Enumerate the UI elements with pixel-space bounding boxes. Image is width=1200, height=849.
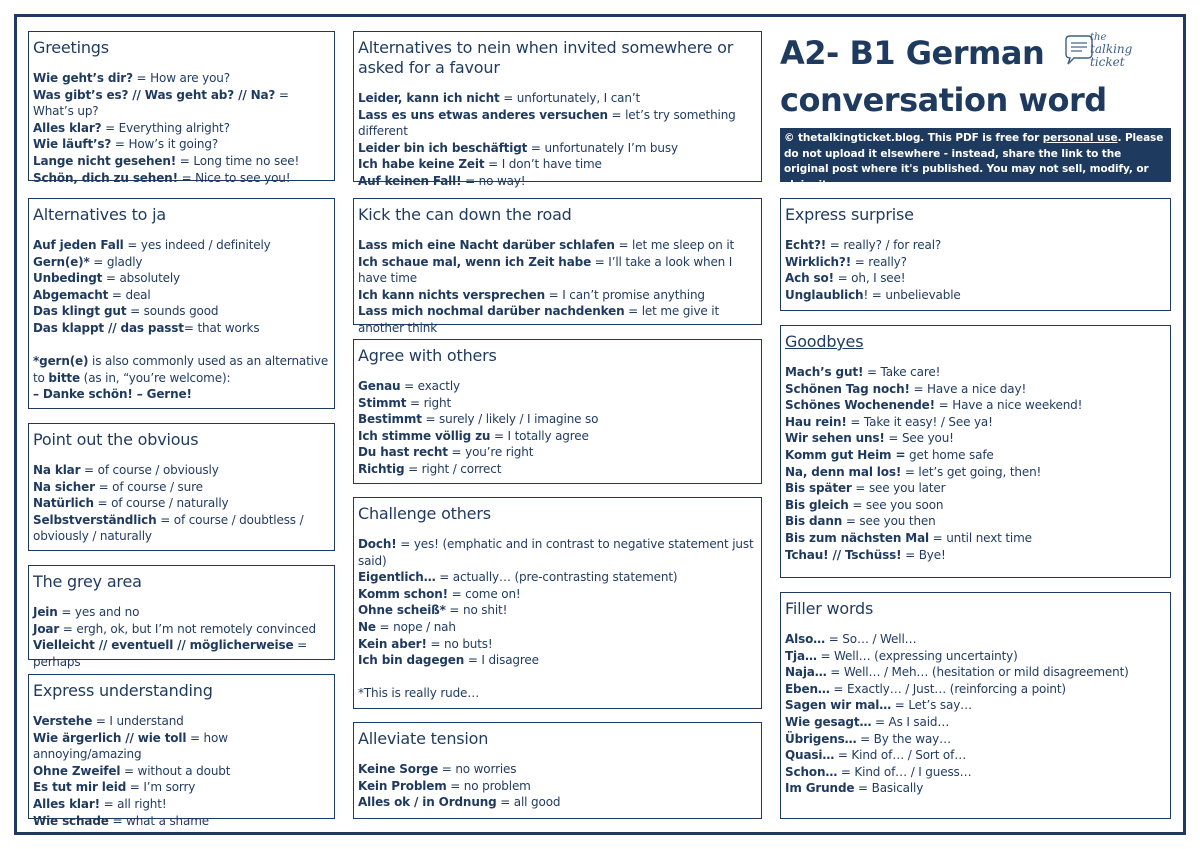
phrase-line (785, 497, 1166, 514)
phrase-line (33, 287, 330, 304)
english-translation: = I’ll take a look when I have time (358, 254, 733, 286)
german-phrase: Lass es uns etwas anderes versuchen (358, 107, 608, 122)
english-translation: = By the way… (856, 731, 951, 746)
german-phrase: Tja… (785, 648, 817, 663)
english-translation: = Let’s say… (891, 698, 972, 713)
phrase-line (785, 414, 1166, 431)
section-heading: Express understanding (33, 681, 213, 700)
english-translation: = unfortunately I’m busy (527, 140, 678, 155)
english-translation: = I’m sorry (126, 780, 196, 795)
english-translation: = Have a nice day! (909, 381, 1027, 396)
section-alternatives-to-nein (353, 31, 762, 188)
english-translation: = I understand (92, 714, 184, 728)
english-translation: = ergh, ok, but I’m not remotely convinced (59, 621, 316, 636)
german-phrase: Ich schaue mal, wenn ich Zeit habe (358, 254, 592, 269)
phrase-line (785, 447, 1166, 464)
notice-text: . Please do not upload it elsewhere - instead, share the link to the original post where it's published. You may not sell, modify, or claim it as your own. (784, 132, 1164, 191)
phrase-list (358, 378, 757, 478)
english-translation: ! = unbelievable (863, 287, 961, 302)
ja-note-example (33, 386, 330, 403)
phrase-line (358, 287, 757, 304)
phrase-line (358, 652, 757, 669)
phrase-line (785, 681, 1166, 698)
phrase-list (358, 237, 757, 337)
phrase-line (33, 170, 330, 187)
english-translation: = until next time (928, 530, 1032, 545)
english-translation: = right (406, 395, 452, 410)
english-translation: = perhaps (33, 638, 308, 669)
german-phrase: Abgemacht (33, 287, 109, 302)
english-translation: = let’s get going, then! (901, 464, 1042, 479)
english-translation: = I totally agree (490, 428, 589, 443)
logo-word: the (1090, 32, 1107, 43)
german-phrase: Na, denn mal los! (785, 464, 902, 479)
german-phrase: Na klar (33, 463, 81, 477)
english-translation: = Everything alright? (101, 120, 230, 135)
english-translation: = no way! (461, 173, 526, 188)
phrase-line (358, 254, 757, 287)
phrase-line (358, 636, 757, 653)
german-phrase: Lass mich nochmal darüber nachdenken (358, 304, 625, 319)
english-translation: = I disagree (464, 653, 539, 668)
english-translation: = deal (108, 287, 151, 302)
section-heading: Greetings (33, 38, 109, 57)
english-translation: = exactly (400, 379, 460, 393)
section-challenge-others (353, 497, 762, 709)
phrase-line (785, 731, 1166, 748)
german-phrase: Kein aber! (358, 636, 427, 651)
german-phrase: Hau rein! (785, 414, 847, 429)
section-heading: Express surprise (785, 205, 914, 224)
german-phrase: Also… (785, 632, 826, 646)
phrase-line (358, 619, 757, 636)
german-phrase: Schönes Wochenende! (785, 398, 935, 413)
english-translation: = no shit! (445, 603, 508, 618)
challenge-note: *This is really rude… (358, 686, 480, 701)
phrase-line (785, 381, 1166, 398)
phrase-line (33, 136, 330, 153)
english-translation: = gladly (89, 254, 143, 269)
phrase-line (358, 778, 757, 795)
section-express-surprise (780, 198, 1171, 311)
english-translation: = of course / sure (94, 479, 203, 494)
english-translation: = Take it easy! / See ya! (846, 414, 993, 429)
phrase-line (358, 536, 757, 569)
english-translation: = no buts! (426, 636, 493, 651)
german-phrase: Joar (33, 621, 60, 636)
german-phrase: Mach’s gut! (785, 365, 864, 379)
german-phrase: Komm gut Heim = (785, 447, 906, 462)
phrase-line (33, 303, 330, 320)
phrase-line (358, 761, 757, 778)
german-phrase: Tchau! // Tschüss! (785, 547, 902, 562)
german-phrase: Lange nicht gesehen! (33, 153, 177, 168)
german-phrase: Leider, kann ich nicht (358, 91, 500, 105)
german-phrase: Wie schade (33, 813, 109, 828)
english-translation: = come on! (447, 586, 521, 601)
english-translation: = actually… (pre-contrasting statement) (435, 570, 678, 585)
german-phrase: Na sicher (33, 479, 95, 494)
section-the-grey-area (28, 565, 335, 669)
german-phrase: Echt?! (785, 238, 827, 252)
german-phrase: Doch! (358, 537, 397, 551)
english-translation: = Take care! (863, 365, 941, 379)
note-term: *gern(e) (33, 354, 89, 369)
phrase-line (33, 120, 330, 137)
phrase-list (358, 761, 757, 811)
phrase-line (785, 254, 1166, 271)
german-phrase: Sagen wir mal… (785, 698, 892, 713)
phrase-line (33, 70, 330, 87)
phrase-list (785, 237, 1166, 303)
phrase-line (785, 513, 1166, 530)
english-translation: = of course / naturally (93, 496, 229, 511)
english-translation: = let me sleep on it (614, 238, 735, 252)
english-translation: = yes! (emphatic and in contrast to negative statement just said) (358, 537, 754, 568)
german-phrase: Bis dann (785, 514, 843, 529)
phrase-list (33, 713, 330, 829)
phrase-line (358, 586, 757, 603)
german-phrase: Bis gleich (785, 497, 849, 512)
german-phrase: Wie läuft’s? (33, 137, 112, 152)
phrase-list (33, 462, 330, 545)
german-phrase: Ach so! (785, 271, 834, 286)
english-translation: = yes and no (57, 605, 140, 619)
phrase-list (33, 70, 330, 186)
phrase-line (33, 479, 330, 496)
note-text: (as in, “you’re welcome): (80, 370, 231, 385)
phrase-line (785, 464, 1166, 481)
phrase-line (33, 87, 330, 120)
german-phrase: Bis zum nächsten Mal (785, 530, 929, 545)
english-translation: = Basically (854, 781, 924, 796)
section-heading: Alternatives to ja (33, 205, 167, 224)
english-translation: = without a doubt (120, 763, 231, 778)
english-translation: = Kind of… / I guess… (837, 764, 972, 779)
phrase-line (785, 764, 1166, 781)
phrase-line (358, 461, 757, 478)
german-phrase: Auf jeden Fall (33, 238, 124, 252)
logo-word: talking (1090, 42, 1133, 56)
phrase-line (785, 747, 1166, 764)
german-phrase: Unbedingt (33, 271, 103, 286)
phrase-line (785, 430, 1166, 447)
english-translation: = see you soon (848, 497, 944, 512)
english-translation: = really? / for real? (826, 238, 942, 252)
english-translation: = what a shame (108, 813, 209, 828)
phrase-line (358, 237, 757, 254)
phrase-line (33, 320, 330, 337)
english-translation: = Long time no see! (176, 153, 300, 168)
german-phrase: Was gibt’s es? // Was geht ab? // Na? (33, 87, 276, 102)
german-phrase: Schönen Tag noch! (785, 381, 910, 396)
phrase-line (33, 713, 330, 730)
german-phrase: Komm schon! (358, 586, 448, 601)
german-phrase: Alles ok / in Ordnung (358, 795, 497, 810)
german-phrase: Ohne Zweifel (33, 763, 121, 778)
german-phrase: Unglaublich (785, 287, 864, 302)
english-translation: = yes indeed / definitely (123, 238, 271, 252)
phrase-line (33, 270, 330, 287)
german-phrase: Bis später (785, 481, 852, 496)
title-line-2: conversation word (780, 81, 1107, 119)
german-phrase: Ich habe keine Zeit (358, 157, 485, 172)
german-phrase: Schön, dich zu sehen! (33, 170, 178, 185)
phrase-list (33, 237, 330, 337)
english-translation: = that works (183, 320, 260, 335)
phrase-line (358, 378, 757, 395)
phrase-line (785, 237, 1166, 254)
phrase-list (785, 364, 1166, 563)
phrase-line (33, 604, 330, 621)
german-phrase: Eigentlich… (358, 570, 436, 585)
german-phrase: Ich stimme völlig zu (358, 428, 491, 443)
phrase-line (785, 631, 1166, 648)
note-text: is also commonly used as an alternative to (33, 354, 329, 385)
german-phrase: Wie geht’s dir? (33, 71, 133, 85)
german-phrase: Das klingt gut (33, 304, 127, 319)
german-phrase: Es tut mir leid (33, 780, 127, 795)
phrase-line (358, 428, 757, 445)
english-translation: = How are you? (132, 71, 230, 85)
notice-text: © thetalkingticket.blog. This PDF is free for (784, 132, 1043, 144)
phrase-line (33, 621, 330, 638)
english-translation: = how annoying/amazing (33, 730, 228, 762)
german-phrase: Leider bin ich beschäftigt (358, 140, 528, 155)
german-phrase: Verstehe (33, 714, 93, 728)
english-translation: = let me give it another think (358, 304, 720, 335)
phrase-line (33, 763, 330, 780)
section-heading: Alternatives to nein when invited somewhere or asked for a favour (358, 38, 734, 77)
german-phrase: Übrigens… (785, 731, 857, 746)
english-translation: = So… / Well… (825, 632, 917, 646)
german-phrase: Lass mich eine Nacht darüber schlafen (358, 238, 615, 252)
personal-use-link[interactable]: personal use (1042, 132, 1118, 144)
section-heading: Challenge others (358, 504, 491, 523)
german-phrase: Ich kann nichts versprechen (358, 287, 545, 302)
german-phrase: Kein Problem (358, 778, 447, 793)
phrase-line (33, 813, 330, 830)
english-translation: = right / correct (404, 461, 502, 476)
phrase-list (358, 90, 757, 190)
english-translation: = really? (851, 254, 907, 269)
phrase-line (33, 730, 330, 763)
section-alleviate-tension (353, 722, 762, 819)
german-phrase: Naja… (785, 665, 827, 680)
german-phrase: Genau (358, 379, 401, 393)
phrase-line (358, 395, 757, 412)
phrase-line (785, 780, 1166, 797)
german-phrase: Bestimmt (358, 412, 422, 427)
english-translation: = nope / nah (375, 619, 456, 634)
section-heading: Alleviate tension (358, 729, 489, 748)
english-translation: = see you later (851, 481, 946, 496)
spacer (358, 669, 757, 686)
german-phrase: Eben… (785, 681, 830, 696)
phrase-line (785, 714, 1166, 731)
english-translation: = See you! (884, 431, 954, 446)
german-phrase: Jein (33, 605, 58, 619)
phrase-line (785, 547, 1166, 564)
phrase-line (358, 602, 757, 619)
german-phrase: Gern(e)* (33, 254, 90, 269)
phrase-line (785, 697, 1166, 714)
section-goodbyes (780, 325, 1171, 578)
english-translation: = Have a nice weekend! (934, 398, 1083, 413)
english-translation: = of course / obviously (80, 463, 219, 477)
phrase-line (358, 303, 757, 336)
section-heading: Point out the obvious (33, 430, 199, 449)
english-translation: = What’s up? (33, 87, 289, 119)
german-phrase: Wir sehen uns! (785, 431, 885, 446)
phrase-line (358, 156, 757, 173)
phrase-line (785, 364, 1166, 381)
phrase-line (785, 270, 1166, 287)
german-phrase: Das klappt // das passt (33, 320, 184, 335)
section-heading: Filler words (785, 599, 874, 618)
english-translation: = As I said… (871, 714, 950, 729)
copyright-notice (780, 128, 1171, 191)
english-translation: = all good (496, 795, 561, 810)
phrase-line (33, 512, 330, 545)
german-phrase: Richtig (358, 461, 405, 476)
german-phrase: Stimmt (358, 395, 407, 410)
phrase-list (785, 631, 1166, 797)
english-translation: = I don’t have time (484, 157, 602, 172)
english-translation: = all right! (99, 796, 167, 811)
german-phrase: Selbstverständlich (33, 512, 157, 527)
section-express-understanding (28, 674, 335, 828)
english-translation: = Exactly… / Just… (reinforcing a point) (829, 681, 1066, 696)
phrase-line (785, 480, 1166, 497)
german-phrase: Keine Sorge (358, 762, 439, 776)
phrase-line (358, 794, 757, 811)
logo-word: ticket (1090, 55, 1125, 69)
phrase-list (33, 604, 330, 670)
english-translation: = Nice to see you! (177, 170, 291, 185)
section-heading: Agree with others (358, 346, 497, 365)
section-greetings (28, 31, 335, 185)
spacer (33, 337, 330, 354)
phrase-line (785, 287, 1166, 304)
german-phrase: Ne (358, 619, 376, 634)
english-translation: = see you then (842, 514, 936, 529)
section-heading: Goodbyes (785, 332, 864, 351)
phrase-line (358, 173, 757, 190)
phrase-line (33, 153, 330, 170)
english-translation: = of course / doubtless / obviously / naturally (33, 512, 304, 544)
phrase-line (33, 637, 330, 670)
german-phrase: Im Grunde (785, 781, 855, 796)
english-translation: = let’s try something different (358, 107, 736, 139)
english-translation: = Kind of… / Sort of… (834, 748, 967, 763)
title-line-1: A2- B1 German (780, 34, 1045, 72)
german-phrase: Natürlich (33, 496, 94, 511)
german-phrase: Auf keinen Fall! (358, 173, 462, 188)
phrase-line (33, 254, 330, 271)
german-phrase: Wirklich?! (785, 254, 852, 269)
english-translation: = unfortunately, I can’t (499, 91, 641, 105)
english-translation: = surely / likely / I imagine so (421, 412, 599, 427)
german-phrase: Schon… (785, 764, 838, 779)
english-translation: = Well… / Meh… (hesitation or mild disagreement) (826, 665, 1129, 680)
english-translation: = you’re right (447, 445, 534, 460)
phrase-line (358, 90, 757, 107)
phrase-line (33, 796, 330, 813)
phrase-line (358, 444, 757, 461)
section-kick-the-can (353, 198, 762, 335)
section-point-out-the-obvious (28, 423, 335, 551)
section-filler-words (780, 592, 1171, 819)
english-translation: = no worries (438, 762, 517, 776)
phrase-line (358, 411, 757, 428)
section-heading: The grey area (33, 572, 142, 591)
section-alternatives-to-ja (28, 198, 335, 409)
phrase-line (33, 237, 330, 254)
note-term: bitte (48, 370, 80, 385)
ja-note (33, 353, 330, 386)
english-translation: get home safe (905, 447, 994, 462)
section-agree-with-others (353, 339, 762, 484)
german-phrase: Alles klar? (33, 120, 102, 135)
german-phrase: Vielleicht // eventuell // möglicherweise (33, 638, 294, 653)
german-phrase: Ohne scheiß* (358, 603, 446, 618)
english-translation: = How’s it going? (111, 137, 219, 152)
phrase-line (33, 495, 330, 512)
english-translation: = Well… (expressing uncertainty) (816, 648, 1018, 663)
phrase-list (358, 536, 757, 669)
german-phrase: Quasi… (785, 748, 835, 763)
phrase-line (33, 462, 330, 479)
german-phrase: Wie gesagt… (785, 714, 872, 729)
german-phrase: Alles klar! (33, 796, 100, 811)
section-heading: Kick the can down the road (358, 205, 572, 224)
phrase-line (33, 779, 330, 796)
note-example: – Danke schön! – Gerne! (33, 387, 192, 402)
german-phrase: Ich bin dagegen (358, 653, 465, 668)
logo-wordmark (1090, 32, 1132, 69)
phrase-line (358, 140, 757, 157)
english-translation: = sounds good (126, 304, 219, 319)
german-phrase: Wie ärgerlich // wie toll (33, 730, 187, 745)
english-translation: = no problem (446, 778, 531, 793)
phrase-line (785, 530, 1166, 547)
english-translation: = oh, I see! (833, 271, 906, 286)
english-translation: = absolutely (102, 271, 181, 286)
phrase-line (358, 107, 757, 140)
phrase-line (785, 648, 1166, 665)
phrase-line (358, 569, 757, 586)
english-translation: = Bye! (901, 547, 946, 562)
phrase-line (785, 397, 1166, 414)
phrase-line (785, 664, 1166, 681)
german-phrase: Du hast recht (358, 445, 448, 460)
english-translation: = I can’t promise anything (544, 287, 705, 302)
